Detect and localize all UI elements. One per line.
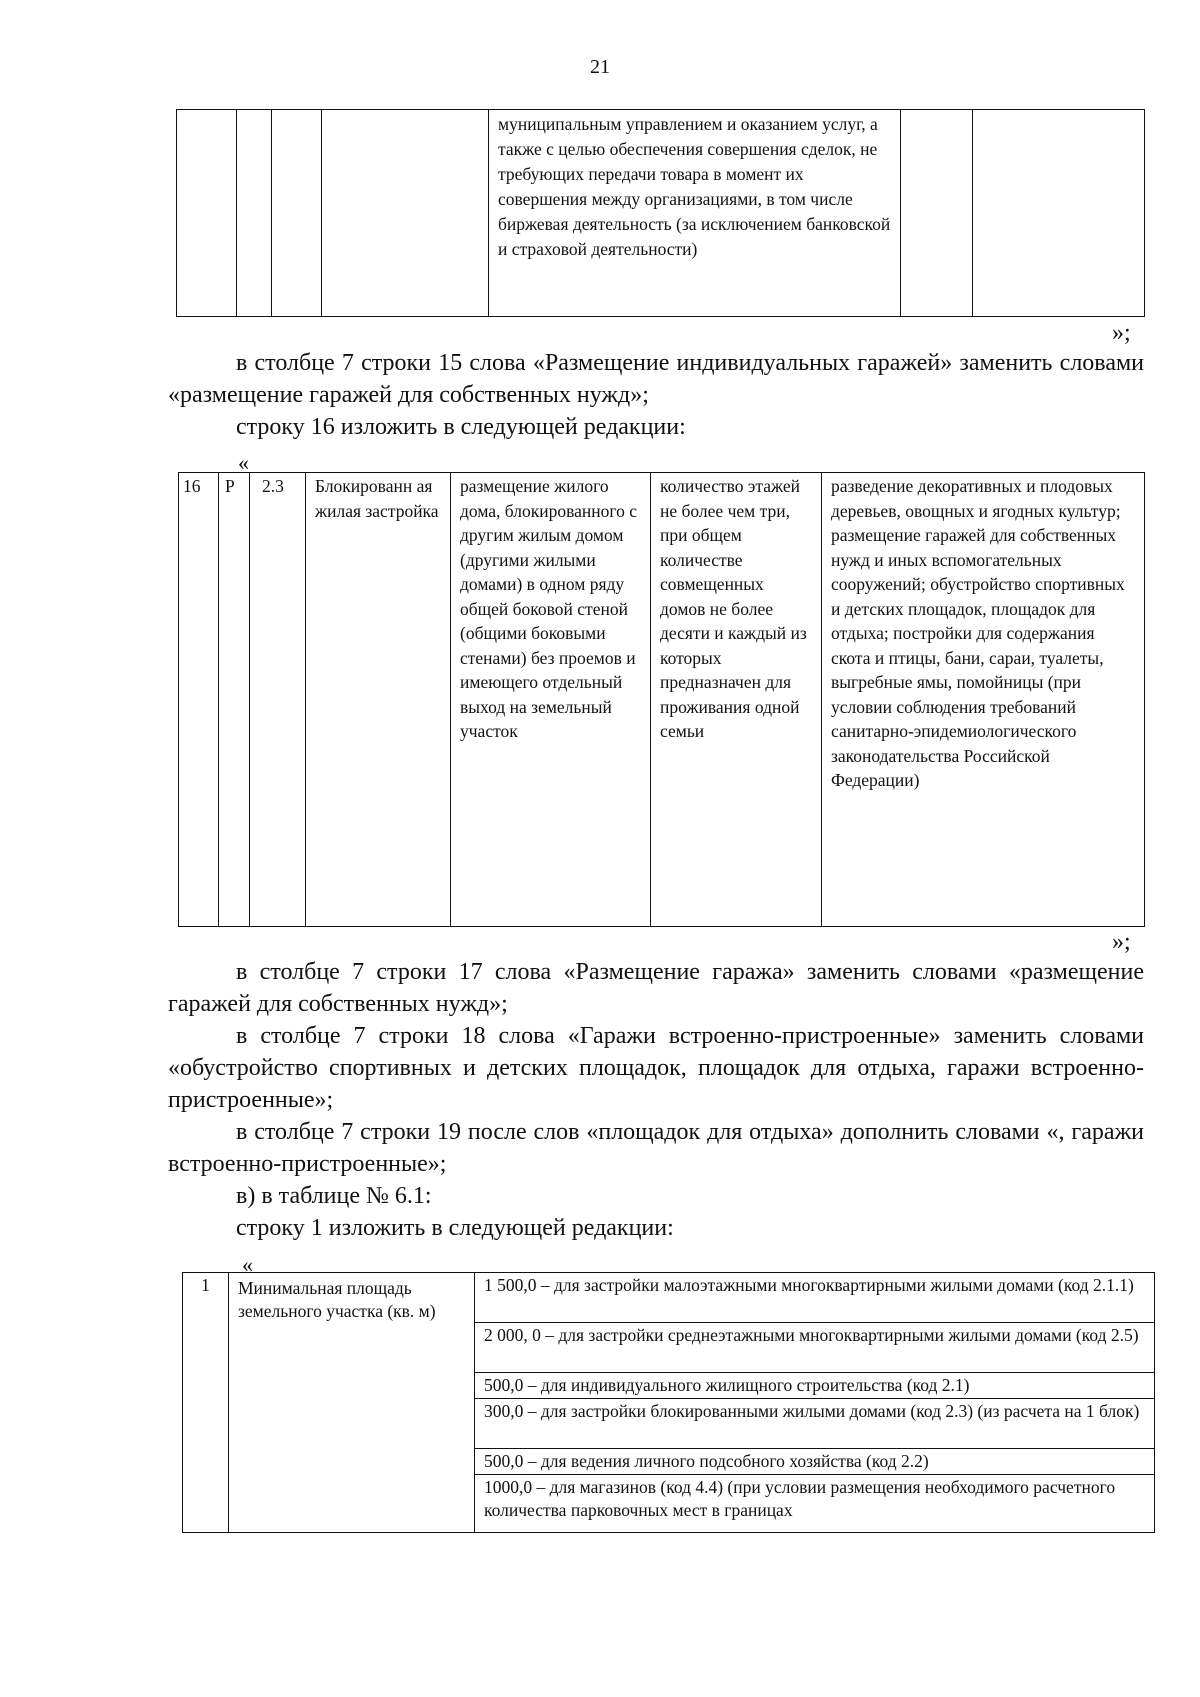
use-name-cell: Блокированн ая жилая застройка <box>306 473 451 927</box>
closing-quote-1: »; <box>1112 320 1131 346</box>
table-cell <box>237 110 272 317</box>
value-cell: 300,0 – для застройки блокированными жилыми домами (код 2.3) (из расчета на 1 блок) <box>475 1399 1155 1449</box>
opening-quote-2: « <box>242 1252 253 1277</box>
table-cell <box>177 110 237 317</box>
use-description-cell: размещение жилого дома, блокированного с другим жилым домом (другими жилыми домами) в одном ряду общей боковой стеной (общими боковыми стенами) без проемов и имеющего отдельный выход на земельный участок <box>451 473 651 927</box>
table-cell <box>272 110 322 317</box>
paragraph-row16-intro: строку 16 изложить в следующей редакции: <box>236 414 686 440</box>
table-61-row1 <box>182 1272 1155 1533</box>
value-cell: 500,0 – для индивидуального жилищного строительства (код 2.1) <box>475 1373 1155 1399</box>
value-cell: 2 000, 0 – для застройки среднеэтажными многоквартирными жилыми домами (код 2.5) <box>475 1323 1155 1373</box>
zone-letter-cell: Р <box>219 473 250 927</box>
paragraph-row17: в столбце 7 строки 17 слова «Размещение гаража» заменить словами «размещение гаражей для собственных нужд»; <box>168 959 1144 1017</box>
conditions-cell: количество этажей не более чем три, при общем количестве совмещенных домов не более десяти и каждый из которых предназначен для проживания одной семьи <box>651 473 822 927</box>
table-cell <box>901 110 973 317</box>
table-continuation <box>176 109 1145 317</box>
paragraph-row15: в столбце 7 строки 15 слова «Размещение индивидуальных гаражей» заменить словами «размещение гаражей для собственных нужд»; <box>168 350 1144 408</box>
value-cell: 500,0 – для ведения личного подсобного хозяйства (код 2.2) <box>475 1449 1155 1475</box>
row-number-cell: 16 <box>179 473 219 927</box>
parameter-cell: Минимальная площадь земельного участка (кв. м) <box>229 1273 475 1533</box>
activity-description-cell: муниципальным управлением и оказанием услуг, а также с целью обеспечения совершения сделок, не требующих передачи товара в момент их совершения между организациями, в том числе биржевая деятельность (за исключением банковской и страховой деятельности) <box>489 110 901 317</box>
opening-quote-1: « <box>238 450 249 475</box>
table-row <box>177 110 1145 317</box>
page-number: 21 <box>590 56 610 78</box>
closing-quote-2: »; <box>1112 929 1131 955</box>
table-cell <box>973 110 1145 317</box>
row-number-cell: 1 <box>183 1273 229 1533</box>
value-cell: 1 500,0 – для застройки малоэтажными многоквартирными жилыми домами (код 2.1.1) <box>475 1273 1155 1323</box>
paragraph-table61: в) в таблице № 6.1: <box>236 1183 432 1209</box>
table-cell <box>322 110 489 317</box>
table-row16 <box>178 472 1145 927</box>
paragraph-row18: в столбце 7 строки 18 слова «Гаражи встроенно-пристроенные» заменить словами «обустройство спортивных и детских площадок, площадок для отдыха, гаражи встроенно-пристроенные»; <box>168 1023 1144 1113</box>
paragraph-row1-intro: строку 1 изложить в следующей редакции: <box>236 1215 674 1241</box>
auxiliary-uses-cell: разведение декоративных и плодовых деревьев, овощных и ягодных культур; размещение гаражей для собственных нужд и иных вспомогательных сооружений; обустройство спортивных и детских площадок, площадок для отдыха; постройки для содержания скота и птицы, бани, сараи, туалеты, выгребные ямы, помойницы (при условии соблюдения требований санитарно-эпидемиологического законодательства Российской Федерации) <box>822 473 1145 927</box>
value-cell: 1000,0 – для магазинов (код 4.4) (при условии размещения необходимого расчетного количества парковочных мест в границах <box>475 1475 1155 1533</box>
table-row <box>179 473 1145 927</box>
code-cell: 2.3 <box>250 473 306 927</box>
paragraph-row19: в столбце 7 строки 19 после слов «площадок для отдыха» дополнить словами «, гаражи встроенно-пристроенные»; <box>168 1119 1144 1177</box>
table-row <box>183 1273 1155 1323</box>
